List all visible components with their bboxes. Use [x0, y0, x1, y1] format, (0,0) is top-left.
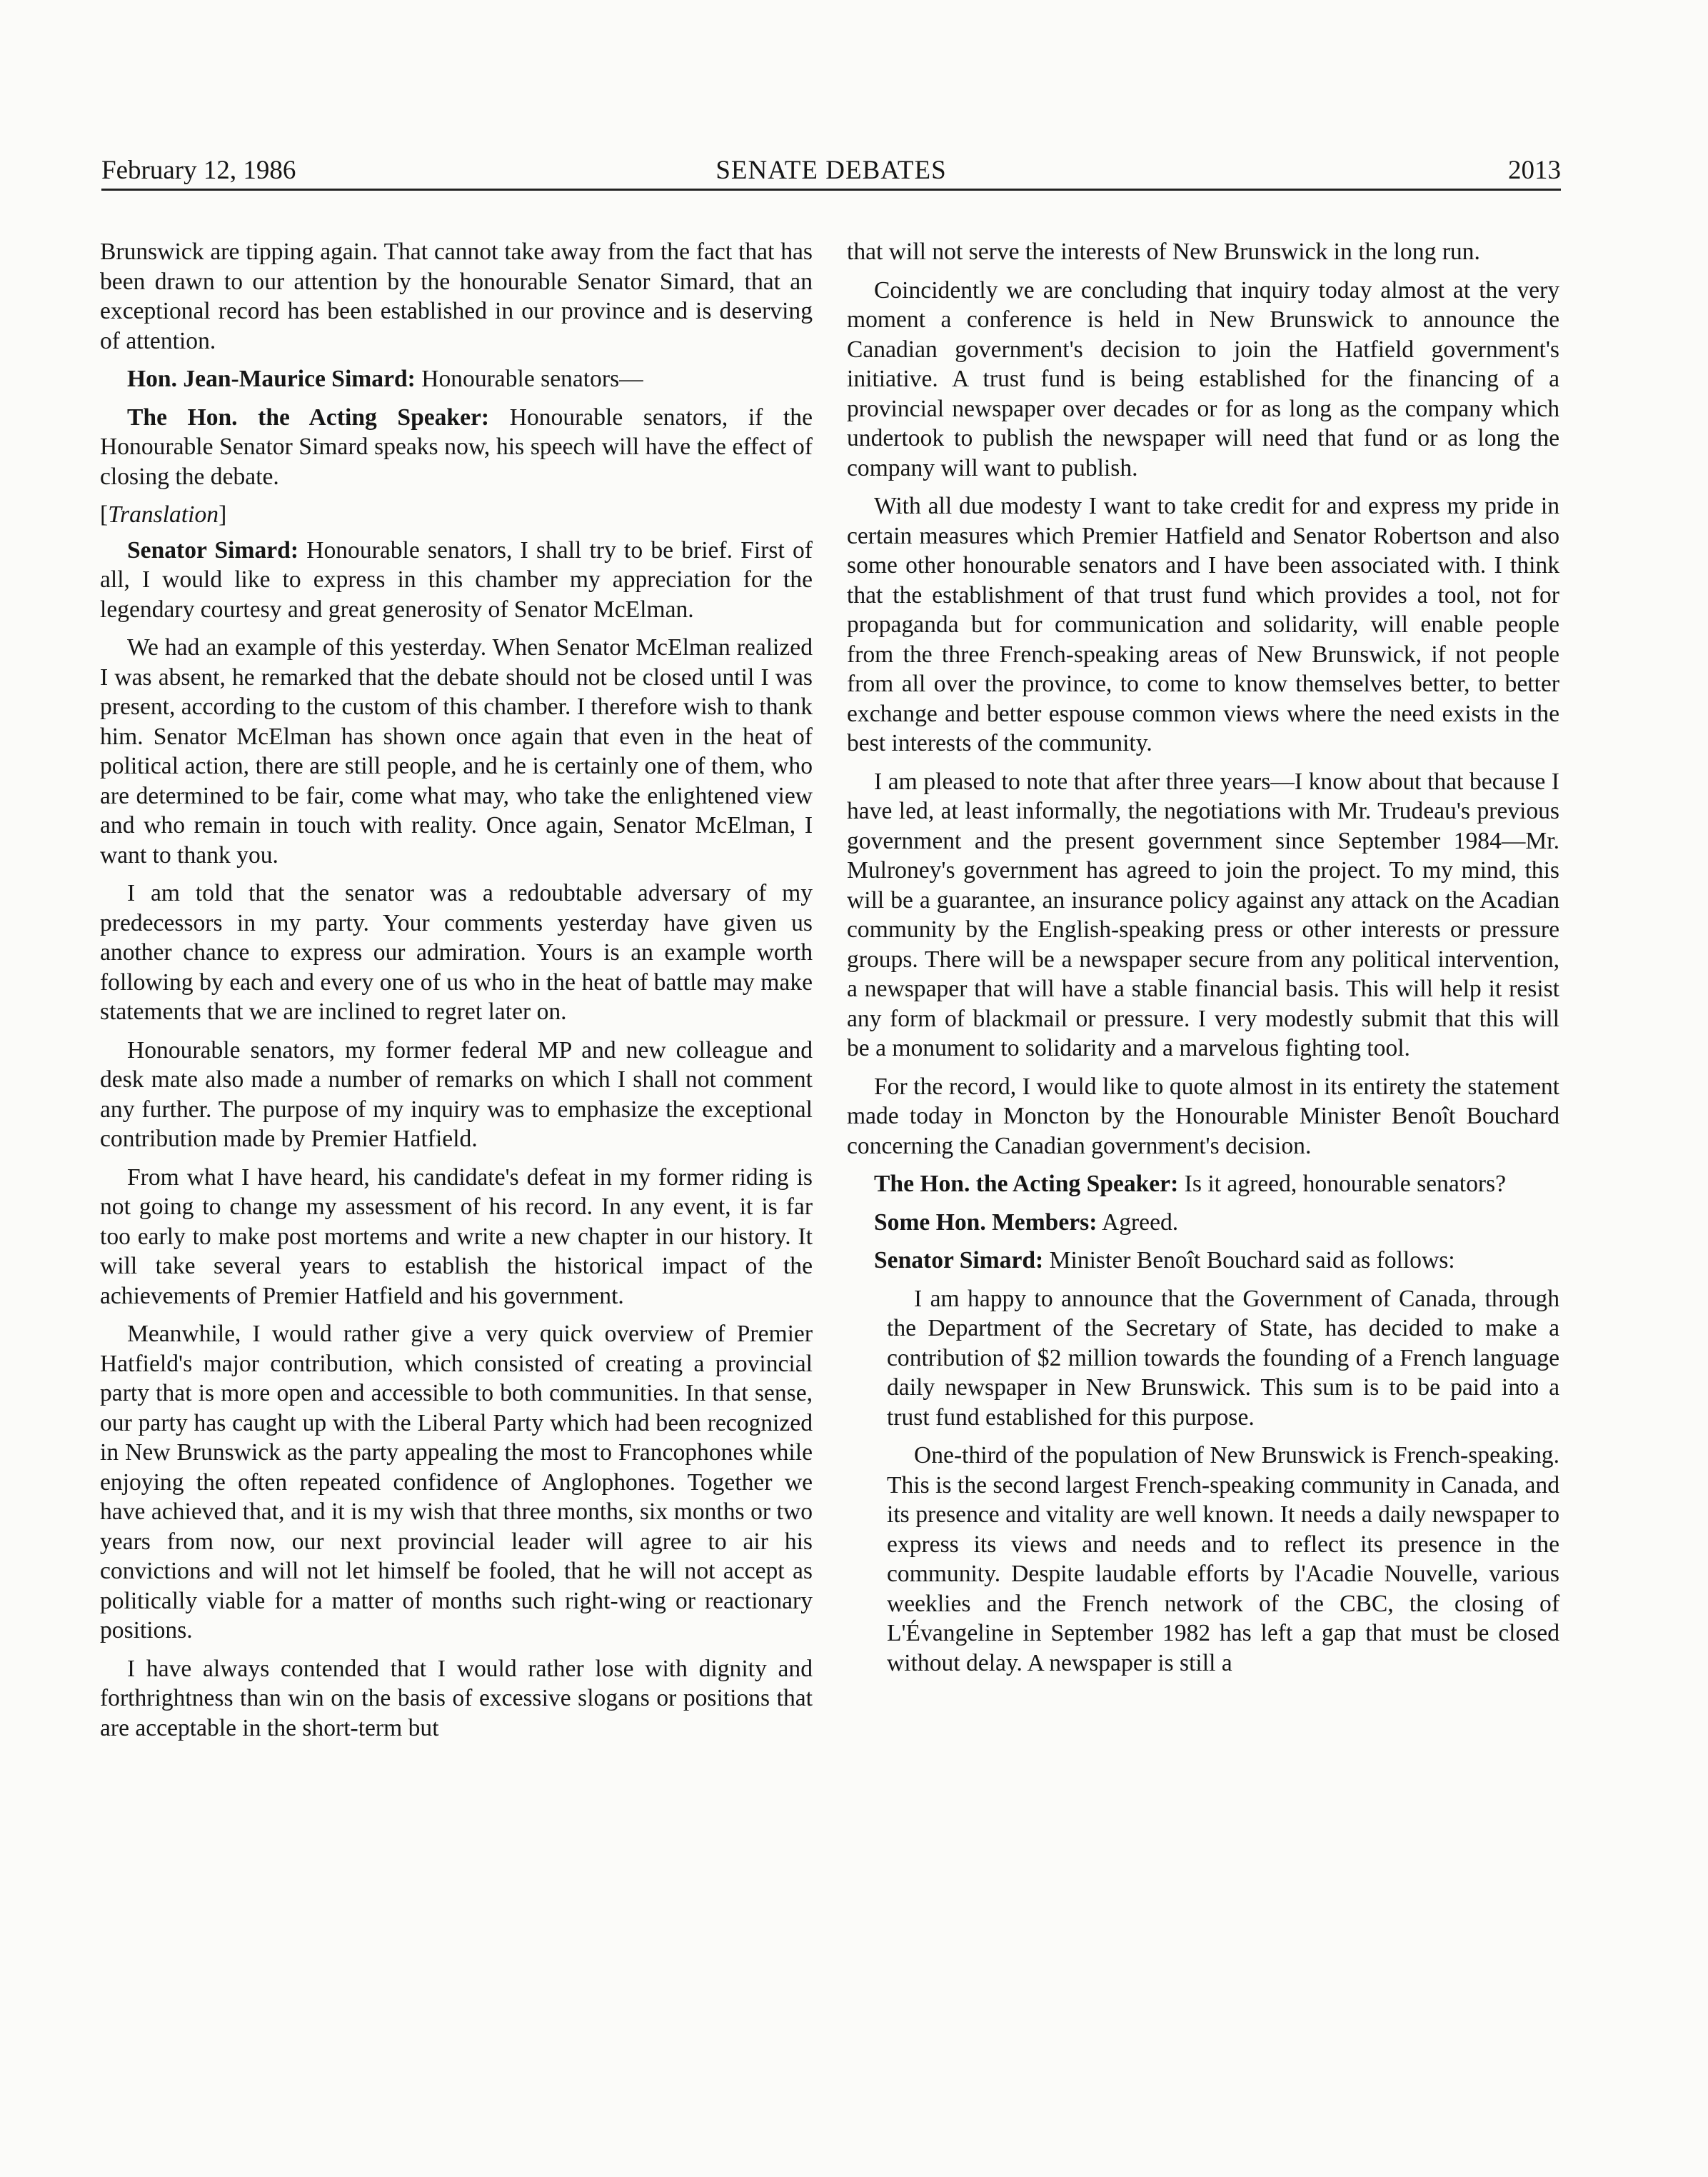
header-title: SENATE DEBATES — [715, 156, 947, 185]
speaker-name: The Hon. the Acting Speaker: — [874, 1171, 1179, 1197]
translation-label-text: Translation — [108, 501, 219, 528]
speech-text: Agreed. — [1097, 1208, 1179, 1236]
header-date: February 12, 1986 — [101, 156, 296, 185]
speech-text: Honourable senators, I shall try to be brief. First of all, I would like to express in this chamber my appreciation for the legendary courtesy and great generosity of Senator McElman. — [100, 536, 813, 623]
paragraph: Honourable senators, my former federal MP and new colleague and desk mate also made a number of remarks on which I shall not comment any further. The purpose of my inquiry was to emphasize the exceptional contribution made by Premier Hatfield. — [100, 1036, 813, 1152]
paragraph: I am told that the senator was a redoubtable adversary of my predecessors in my party. Your comments yesterday have given us another chance to express our admiration. Yours is an example worth following by each and every one of us who in the heat of battle may make statements that we are inclined to regret later on. — [100, 880, 813, 1025]
speech-text: Honourable senators, if the Honourable Senator Simard speaks now, his speech will have the effect of closing the debate. — [100, 404, 813, 490]
paragraph: I am pleased to note that after three years—I know about that because I have led, at least informally, the negotiations with Mr. Trudeau's previous government and the present government since September 1984—Mr. Mulroney's government has agreed to join the project. To my mind, this will be a guarantee, an insurance policy against any attack on the Acadian community by the English-speaking press or other interests or pressure groups. There will be a newspaper secure from any political intervention, a newspaper that will have a stable financial basis. This will help it resist any form of blackmail or pressure. I very modestly submit that this will be a monument to solidarity and a marvelous fighting tool. — [847, 768, 1559, 1061]
paragraph — [100, 536, 813, 625]
quoted-paragraph: I am happy to announce that the Government of Canada, through the Department of the Secretary of State, has decided to make a contribution of $2 million towards the founding of a French language daily newspaper in New Brunswick. This sum is to be paid into a trust fund established for this purpose. — [887, 1285, 1559, 1431]
paragraph — [847, 1246, 1559, 1276]
paragraph — [847, 1208, 1559, 1238]
speaker-name: Senator Simard: — [127, 536, 299, 564]
right-column — [847, 237, 1559, 1686]
paragraph: With all due modesty I want to take credit for and express my pride in certain measures which Premier Hatfield and Senator Robertson and also some other honourable senators and I have been associated with. I think that the establishment of that trust fund which provides a tool, not for propaganda but for communication and solidarity, will enable people from the three French-speaking areas of New Brunswick, if not people from all over the province, to come to know themselves better, to better exchange and better espouse common views where the need exists in the best interests of the community. — [847, 493, 1559, 756]
speech-text: Honourable senators— — [415, 366, 643, 392]
speech-text: Minister Benoît Bouchard said as follows: — [1043, 1247, 1455, 1273]
paragraph: We had an example of this yesterday. When Senator McElman realized I was absent, he remarked that the debate should not be closed until I was present, according to the custom of this chamber. I therefore wish to thank him. Senator McElman has shown once again that even in the heat of political action, there are still people, and he is certainly one of them, who are determined to be fair, come what may, who take the enlightened view and who remain in touch with reality. Once again, Senator McElman, I want to thank you. — [100, 634, 813, 869]
paragraph: that will not serve the interests of New Brunswick in the long run. — [847, 239, 1480, 265]
paragraph — [100, 403, 813, 492]
speaker-name: Some Hon. Members: — [874, 1208, 1097, 1236]
paragraph: From what I have heard, his candidate's defeat in my former riding is not going to change my assessment of his record. In any event, it is far too early to make post mortems and write a new chapter in our history. It will take several years to establish the historical impact of the achievements of Premier Hatfield and his government. — [100, 1163, 813, 1309]
translation-label: [Translation] — [100, 501, 227, 528]
paragraph: For the record, I would like to quote almost in its entirety the statement made today in Moncton by the Honourable Minister Benoît Bouchard concerning the Canadian government's decision. — [847, 1073, 1559, 1159]
speaker-name: The Hon. the Acting Speaker: — [127, 404, 490, 431]
quoted-paragraph: One-third of the population of New Brunswick is French-speaking. This is the second largest French-speaking community in Canada, and its presence and vitality are well known. It needs a daily newspaper to express its views and needs and to reflect its presence in the community. Despite laudable efforts by l'Acadie Nouvelle, various weeklies and the French network of the CBC, the closing of L'Évangeline in September 1982 has left a gap that must be closed without delay. A newspaper is still a — [887, 1442, 1559, 1676]
paragraph — [847, 1169, 1559, 1199]
paragraph: Meanwhile, I would rather give a very quick overview of Premier Hatfield's major contribution, which consisted of creating a provincial party that is more open and accessible to both communities. In that sense, our party has caught up with the Liberal Party which had been recognized in New Brunswick as the party appealing the most to Francophones while enjoying the often repeated confidence of Anglophones. Together we have achieved that, and it is my wish that three months, six months or two years from now, our next provincial leader will agree to air his convictions and will not let himself be fooled, that he will not accept as politically viable for a matter of months such right-wing or reactionary positions. — [100, 1321, 813, 1643]
paragraph: I have always contended that I would rather lose with dignity and forthrightness than win on the basis of excessive slogans or positions that are acceptable in the short-term but — [100, 1655, 813, 1741]
paragraph: Brunswick are tipping again. That cannot take away from the fact that has been drawn to our attention by the honourable Senator Simard, that an exceptional record has been established in our province and is deserving of attention. — [100, 239, 813, 354]
speech-text: Is it agreed, honourable senators? — [1178, 1171, 1507, 1197]
paragraph: Coincidently we are concluding that inquiry today almost at the very moment a conference is held in New Brunswick to announce the Canadian government's decision to join the Hatfield government's initiative. A trust fund is being established for the financing of a provincial newspaper over decades or for as long as the company which undertook to publish the newspaper will need that fund or as long the company will want to publish. — [847, 276, 1559, 481]
speaker-name: Senator Simard: — [874, 1247, 1044, 1273]
header-page-number: 2013 — [1508, 156, 1561, 185]
page-header — [101, 153, 1561, 191]
left-column — [100, 237, 813, 1751]
speaker-name: Hon. Jean-Maurice Simard: — [127, 366, 416, 392]
paragraph — [100, 364, 813, 394]
